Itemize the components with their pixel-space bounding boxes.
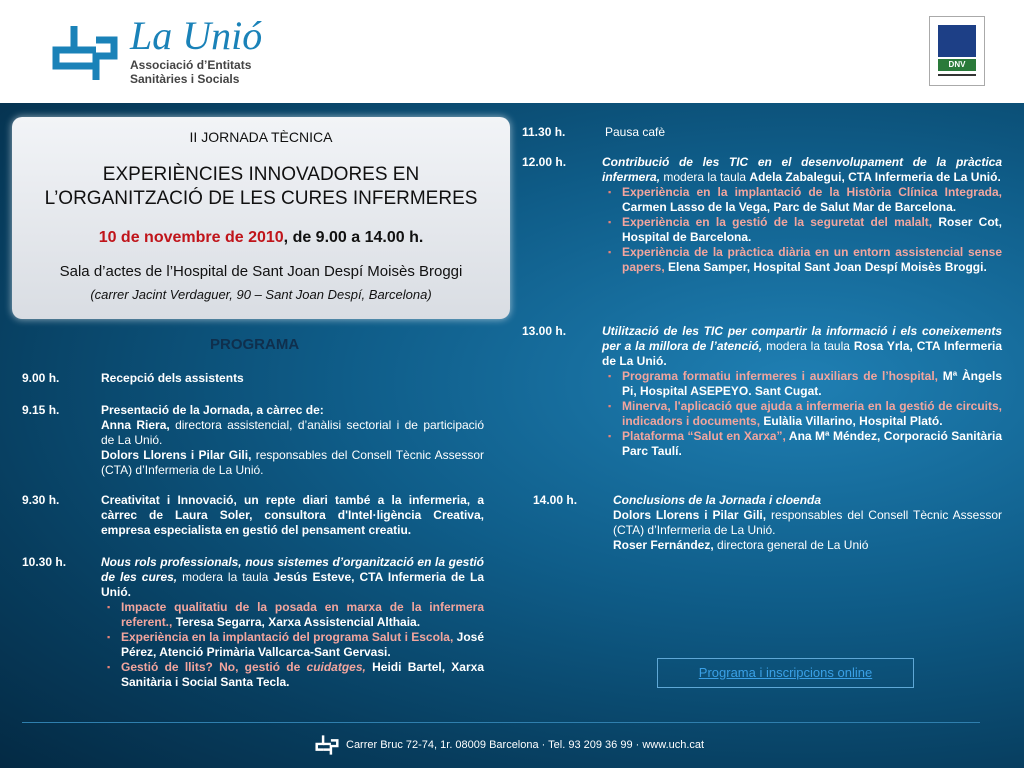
programa-heading: PROGRAMA: [210, 336, 300, 353]
entry-body: [602, 324, 1002, 459]
event-address: (carrer Jacint Verdaguer, 90 – Sant Joan Despí, Barcelona): [90, 287, 432, 302]
jornada-label: II JORNADA TÈCNICA: [189, 129, 333, 145]
registration-link[interactable]: Programa i inscripcions online: [657, 658, 914, 688]
event-date: [12, 229, 510, 247]
entry-body: [101, 403, 484, 478]
talk-speaker: Eulàlia Villarino, Hospital Plató.: [760, 414, 943, 428]
header: [0, 0, 1024, 103]
list-item: [602, 245, 1002, 275]
talk-title-italic: cuidatges,: [306, 660, 366, 674]
event-date-red: 10 de novembre de 2010: [98, 229, 284, 246]
uch-footer-logo-icon: [314, 734, 340, 756]
entry-text: Creativitat i Innovació, un repte diari també a la infermeria, a càrrec de Laura Soler, consultora d'Intel·ligència Creativa, empresa especialista en gestió del pensament creatiu.: [101, 493, 484, 537]
talk-speaker: Teresa Segarra, Xarxa Assistencial Althaia.: [172, 615, 421, 629]
speaker-name: Dolors Llorens i Pilar Gili,: [613, 508, 767, 522]
entry-time: 14.00 h.: [533, 493, 578, 507]
talk-speaker: Heidi Bartel, Xarxa Sanitària i Social Santa Tecla.: [121, 660, 484, 689]
la-unio-logo: [52, 13, 263, 88]
speaker-name: Anna Riera,: [101, 418, 170, 432]
list-item: [101, 600, 484, 630]
speaker-role: responsables del Consell Tècnic Assessor (CTA) d’Infermeria de La Unió.: [101, 448, 484, 477]
event-info-box: [12, 117, 510, 319]
talk-speaker: Mª Àngels Pi, Hospital ASEPEYO. Sant Cugat.: [622, 369, 1002, 398]
certification-seal: [929, 16, 985, 86]
list-item: [602, 369, 1002, 399]
entry-title: [602, 324, 1002, 369]
entry-heading: Presentació de la Jornada, a càrrec de:: [101, 403, 324, 417]
logo-subtitle-1: Associació d’Entitats: [130, 58, 252, 72]
session-title: Conclusions de la Jornada i cloenda: [613, 493, 822, 507]
speaker-name: Roser Fernández,: [613, 538, 714, 552]
talk-speaker: José Pérez, Atenció Primària Vallcarca-Sant Gervasi.: [121, 630, 485, 659]
talk-title: Minerva, l'aplicació que ajuda a infermeria en la gestió de circuits, indicadors i documents,: [622, 399, 1002, 428]
talk-list: [101, 600, 484, 690]
talk-list: [602, 369, 1002, 459]
talk-speaker: Carmen Lasso de la Vega, Parc de Salut Mar de Barcelona.: [622, 200, 957, 214]
uch-logo-icon: [52, 22, 118, 84]
speaker-role: directora general de La Unió: [713, 538, 869, 552]
talk-title: Programa formatiu infermeres i auxiliars de l’hospital,: [622, 369, 939, 383]
divider: [938, 74, 976, 76]
list-item: [602, 185, 1002, 215]
moderator-label: modera la taula: [762, 339, 854, 353]
speaker: [101, 418, 484, 448]
entry-time: 9.00 h.: [22, 371, 60, 385]
entry-time: 10.30 h.: [22, 555, 67, 569]
entry-text: Recepció dels assistents: [101, 371, 244, 385]
speaker-name: Dolors Llorens i Pilar Gili,: [101, 448, 252, 462]
talk-speaker: Ana Mª Méndez, Corporació Sanitària Parc Taulí.: [622, 429, 1002, 458]
list-item: [602, 429, 1002, 459]
list-item: [101, 630, 484, 660]
speaker-role: directora assistencial, d’anàlisi sectorial i de participació de La Unió.: [101, 418, 485, 447]
speaker: [101, 448, 484, 478]
list-item: [602, 215, 1002, 245]
talk-title: Plataforma “Salut en Xarxa”,: [622, 429, 786, 443]
session-title: Nous rols professionals, nous sistemes d’organització en la gestió de les cures,: [101, 555, 484, 584]
session-title: Contribució de les TIC en el desenvolupament de la pràctica infermera,: [602, 155, 1002, 184]
talk-list: [602, 185, 1002, 275]
list-item: [101, 660, 484, 690]
talk-speaker: Elena Samper, Hospital Sant Joan Despí Moisès Broggi.: [664, 260, 987, 274]
entry-text: Pausa cafè: [605, 125, 666, 139]
event-title: [12, 163, 510, 211]
footer-address: Carrer Bruc 72-74, 1r. 08009 Barcelona · Tel. 93 209 36 99 · www.uch.cat: [346, 739, 705, 751]
moderator-name: Jesús Esteve, CTA Infermeria de La Unió.: [101, 570, 485, 599]
talk-speaker: Roser Cot, Hospital de Barcelona.: [622, 215, 1002, 244]
anchor-icon: [938, 25, 976, 57]
entry-title: [602, 155, 1002, 185]
event-title-line2: L’ORGANITZACIÓ DE LES CURES INFERMERES: [44, 188, 478, 209]
entry-time: 11.30 h.: [522, 125, 566, 139]
logo-title: La Unió: [130, 13, 263, 58]
event-venue: Sala d’actes de l’Hospital de Sant Joan Despí Moisès Broggi: [59, 263, 463, 280]
entry-body: [613, 493, 1002, 553]
moderator-label: modera la taula: [660, 170, 750, 184]
event-date-rest: , de 9.00 a 14.00 h.: [283, 229, 424, 246]
moderator-label: modera la taula: [177, 570, 274, 584]
logo-subtitle-2: Sanitàries i Socials: [130, 72, 240, 86]
cert-label: DNV: [938, 59, 976, 71]
event-title-line1: EXPERIÈNCIES INNOVADORES EN: [102, 164, 420, 185]
speaker-role: responsables del Consell Tècnic Assessor (CTA) d’Infermeria de La Unió.: [613, 508, 1002, 537]
talk-title: Experiència en la implantació de la Història Clínica Integrada,: [622, 185, 1002, 199]
talk-title: Experiència en la gestió de la seguretat del malalt,: [622, 215, 933, 229]
entry-time: 9.30 h.: [22, 493, 60, 507]
entry-time: 9.15 h.: [22, 403, 60, 417]
moderator-name: Adela Zabalegui, CTA Infermeria de La Unió.: [749, 170, 1001, 184]
talk-title: Impacte qualitatiu de la posada en marxa de la infermera referent.,: [121, 600, 484, 629]
talk-title: Experiència de la pràctica diària en un entorn assistencial sense papers,: [622, 245, 1002, 274]
list-item: [602, 399, 1002, 429]
entry-time: 12.00 h.: [522, 155, 567, 169]
moderator-name: Rosa Yrla, CTA Infermeria de La Unió.: [602, 339, 1003, 368]
talk-title: Gestió de llits? No, gestió de: [121, 660, 307, 674]
session-title: Utilització de les TIC per compartir la informació i els coneixements per a la millora de l’atenció,: [602, 324, 1002, 353]
entry-body: [101, 555, 484, 690]
speaker: [613, 508, 1002, 538]
talk-title: Experiència en la implantació del programa Salut i Escola,: [121, 630, 454, 644]
entry-title: [101, 555, 484, 600]
entry-time: 13.00 h.: [522, 324, 567, 338]
entry-body: [602, 155, 1002, 275]
footer-divider: [22, 722, 980, 723]
speaker: [613, 538, 1002, 553]
